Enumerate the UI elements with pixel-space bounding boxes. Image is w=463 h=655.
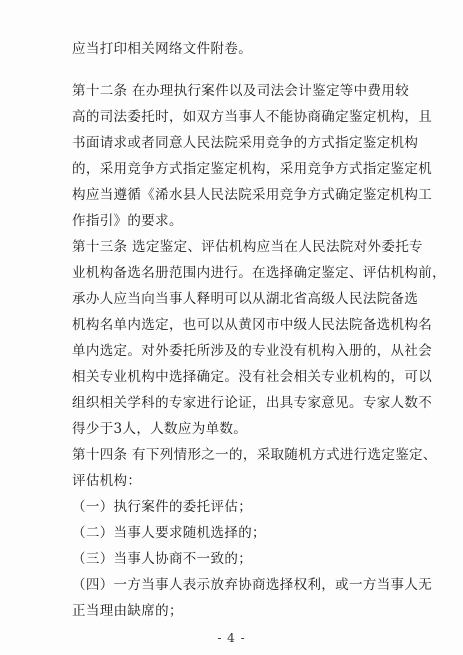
text-line: 相关专业机构中选择确定。没有社会相关专业机构的，可以 — [72, 369, 433, 385]
text-line: 组织相关学科的专家进行论证，出具专家意见。专家人数不 — [72, 395, 433, 411]
text-line: 正当理由缺席的； — [72, 603, 183, 619]
text-line: 评估机构： — [72, 473, 142, 489]
page-number: - 4 - — [217, 631, 246, 645]
text-line: 业机构备选名册范围内进行。在选择确定鉴定、评估机构前， — [72, 265, 446, 281]
text-line: 的，采用竞争方式指定鉴定机构，采用竞争方式指定鉴定机 — [72, 161, 433, 177]
text-line: 高的司法委托时，如双方当事人不能协商确定鉴定机构，且 — [72, 109, 433, 125]
text-line: 构应当遵循《浠水县人民法院采用竞争方式确定鉴定机构工 — [72, 187, 433, 203]
text-line: 单内选定。对外委托所涉及的专业没有机构入册的，从社会 — [72, 343, 433, 359]
text-line: （一）执行案件的委托评估； — [72, 499, 253, 515]
text-line: 第十三条 选定鉴定、评估机构应当在人民法院对外委托专 — [72, 239, 423, 255]
text-line: 第十四条 有下列情形之一的，采取随机方式进行选定鉴定、 — [72, 447, 437, 463]
text-line: 得少于3人，人数应为单数。 — [72, 421, 248, 437]
text-line: 机构名单内选定，也可以从黄冈市中级人民法院备选机构名 — [72, 317, 433, 333]
text-line: （二）当事人要求随机选择的； — [72, 525, 266, 541]
text-line: 承办人应当向当事人释明可以从湖北省高级人民法院备选 — [72, 291, 419, 307]
text-line: 作指引》的要求。 — [72, 213, 183, 229]
text-line: （四）一方当事人表示放弃协商选择权利，或一方当事人无 — [72, 577, 433, 593]
text-line: 第十二条 在办理执行案件以及司法会计鉴定等中费用较 — [72, 83, 410, 99]
text-line: 应当打印相关网络文件附卷。 — [72, 41, 253, 57]
text-line: 书面请求或者同意人民法院采用竞争的方式指定鉴定机构 — [72, 135, 419, 151]
text-line: （三）当事人协商不一致的； — [72, 551, 253, 567]
